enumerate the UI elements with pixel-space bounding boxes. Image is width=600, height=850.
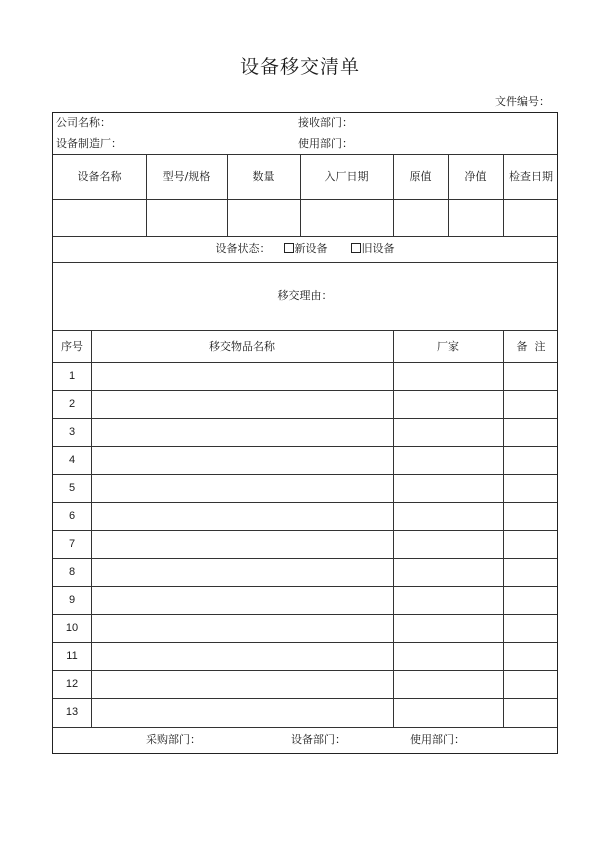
equipment-header-cell: 检查日期 bbox=[509, 170, 553, 183]
grid-line bbox=[91, 330, 92, 727]
maker-header: 厂家 bbox=[437, 340, 459, 353]
divider-line bbox=[53, 262, 557, 263]
receiving-dept-label: 接收部门： bbox=[298, 116, 353, 129]
checkbox-icon bbox=[284, 243, 294, 253]
row-divider bbox=[53, 698, 557, 699]
row-divider bbox=[53, 390, 557, 391]
equipment-header-cell: 入厂日期 bbox=[324, 170, 369, 183]
grid-line bbox=[393, 330, 394, 727]
row-number: 8 bbox=[68, 566, 76, 578]
divider-line bbox=[53, 330, 557, 331]
equipment-header-cell: 型号/规格 bbox=[162, 170, 211, 183]
equipment-dept-label: 设备部门： bbox=[291, 733, 346, 746]
new-equipment-checkbox[interactable] bbox=[284, 242, 328, 255]
grid-line bbox=[300, 154, 301, 236]
divider-line bbox=[53, 199, 557, 200]
status-label: 设备状态： bbox=[215, 242, 271, 255]
row-number: 2 bbox=[68, 398, 76, 410]
remark-header: 备 注 bbox=[516, 340, 546, 353]
equipment-header-cell: 设备名称 bbox=[77, 170, 122, 183]
row-number: 9 bbox=[68, 594, 76, 606]
row-divider bbox=[53, 418, 557, 419]
equipment-status bbox=[53, 242, 557, 256]
divider-line bbox=[53, 154, 557, 155]
grid-line bbox=[227, 154, 228, 236]
grid-line bbox=[503, 154, 504, 236]
equipment-header-cell: 原值 bbox=[409, 170, 432, 183]
divider-line bbox=[53, 727, 557, 728]
row-divider bbox=[53, 670, 557, 671]
row-divider bbox=[53, 558, 557, 559]
footer-using-dept-label: 使用部门： bbox=[410, 733, 465, 746]
row-divider bbox=[53, 502, 557, 503]
checkbox-icon bbox=[351, 243, 361, 253]
row-number: 6 bbox=[68, 510, 76, 522]
reason-label: 移交理由： bbox=[277, 289, 333, 302]
row-number: 13 bbox=[65, 706, 79, 718]
purchase-dept-label: 采购部门： bbox=[146, 733, 201, 746]
manufacturer-label: 设备制造厂： bbox=[56, 137, 122, 150]
row-number: 11 bbox=[66, 650, 78, 662]
equipment-header-cell: 数量 bbox=[252, 170, 275, 183]
using-dept-label: 使用部门： bbox=[298, 137, 353, 150]
new-equipment-label: 新设备 bbox=[294, 242, 328, 255]
seq-header: 序号 bbox=[61, 340, 83, 353]
row-divider bbox=[53, 586, 557, 587]
row-number: 3 bbox=[68, 426, 76, 438]
row-number: 10 bbox=[65, 622, 79, 634]
equipment-header-cell: 净值 bbox=[464, 170, 487, 183]
row-number: 12 bbox=[65, 678, 79, 690]
company-name-label: 公司名称： bbox=[56, 116, 111, 129]
old-equipment-label: 旧设备 bbox=[361, 242, 395, 255]
row-divider bbox=[53, 474, 557, 475]
document-title: 设备移交清单 bbox=[239, 56, 360, 78]
row-divider bbox=[53, 642, 557, 643]
row-divider bbox=[53, 446, 557, 447]
row-number: 5 bbox=[68, 482, 76, 494]
divider-line bbox=[53, 236, 557, 237]
row-divider bbox=[53, 530, 557, 531]
grid-line bbox=[448, 154, 449, 236]
item-name-header: 移交物品名称 bbox=[209, 340, 275, 353]
grid-line bbox=[393, 154, 394, 236]
row-number: 4 bbox=[68, 454, 76, 466]
file-number-label: 文件编号： bbox=[495, 95, 550, 108]
old-equipment-checkbox[interactable] bbox=[351, 242, 395, 255]
grid-line bbox=[146, 154, 147, 236]
row-number: 1 bbox=[68, 370, 76, 382]
row-number: 7 bbox=[68, 538, 76, 550]
divider-line bbox=[53, 362, 557, 363]
grid-line bbox=[503, 330, 504, 727]
row-divider bbox=[53, 614, 557, 615]
handover-form bbox=[52, 112, 558, 754]
